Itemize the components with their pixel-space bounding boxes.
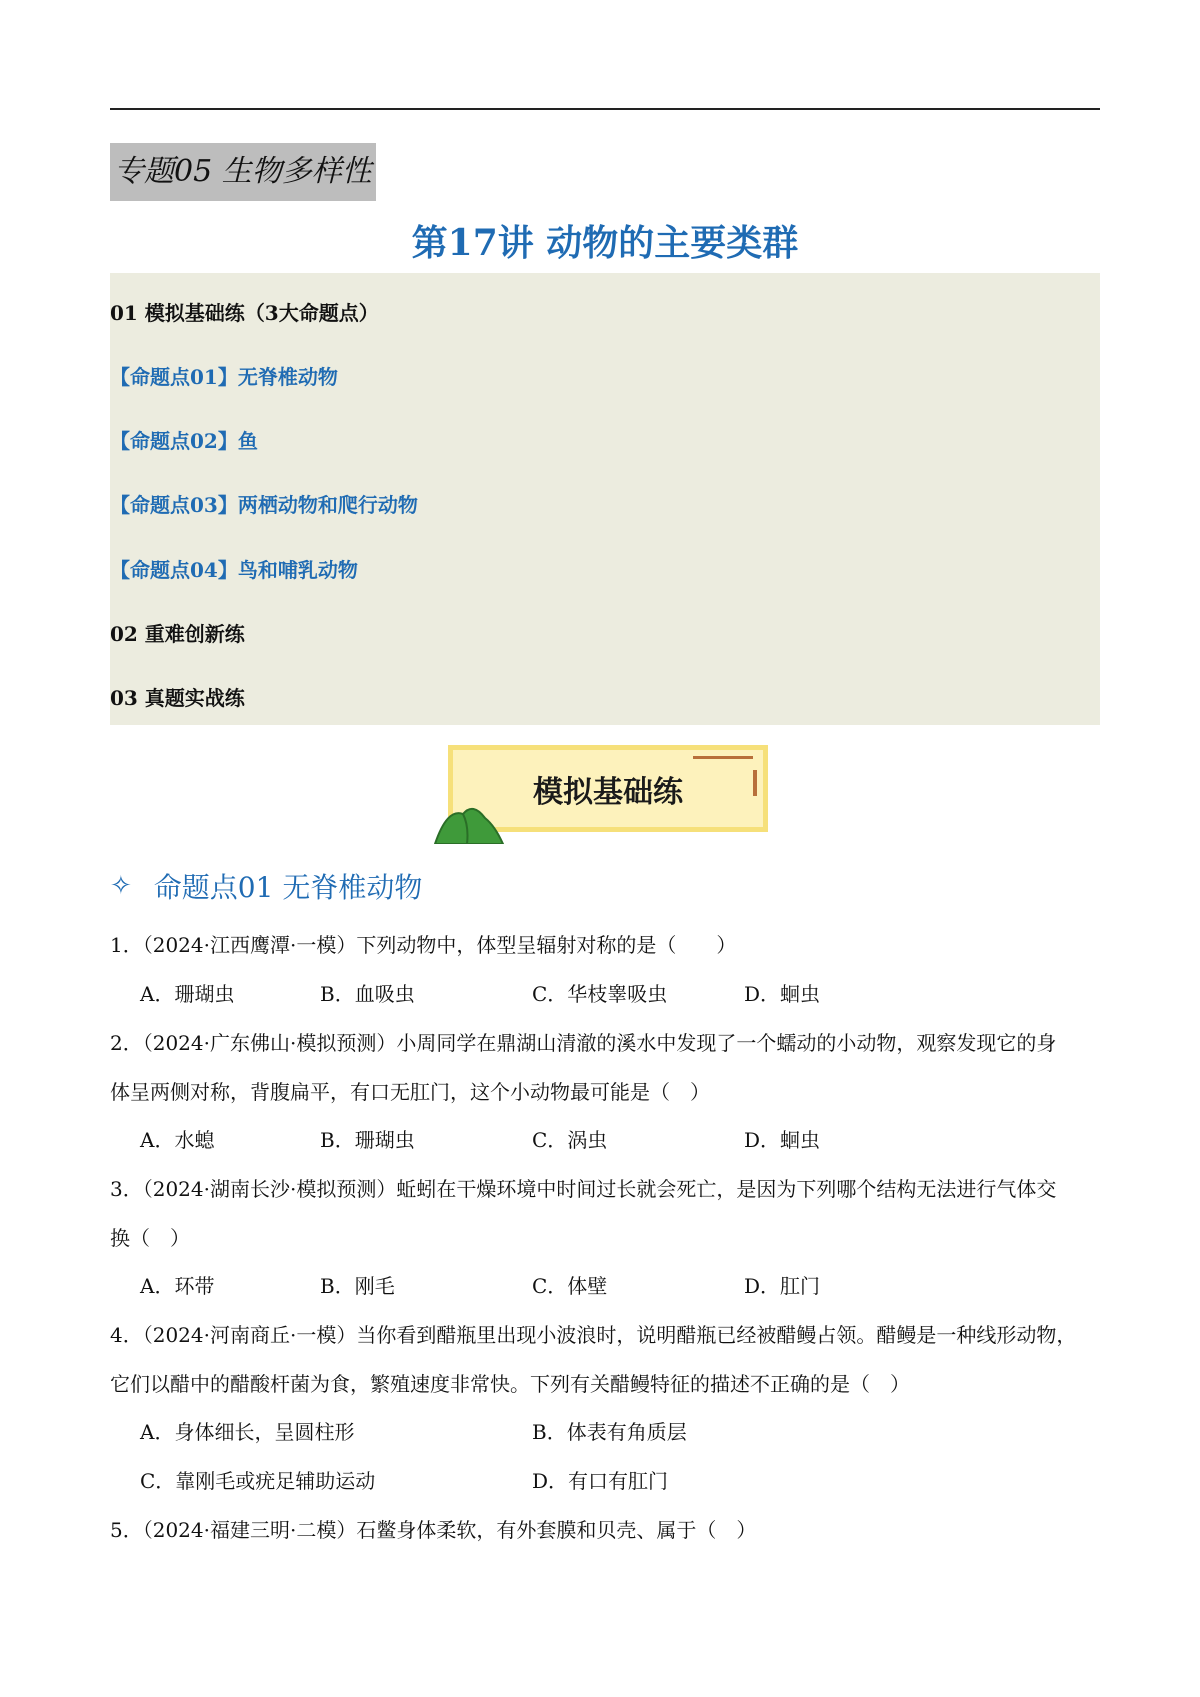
toc-item-basic-practice[interactable]: 01 模拟基础练（3大命题点）	[110, 301, 379, 325]
question-2-option-b[interactable]: B．珊瑚虫	[320, 1128, 415, 1152]
toc-item-point-02[interactable]: 【命题点02】鱼	[110, 429, 258, 453]
toc-item-innovation-practice[interactable]: 02 重难创新练	[110, 622, 245, 646]
question-3-text-line-2: 换（ ）	[110, 1226, 190, 1250]
table-of-contents	[110, 273, 1100, 725]
question-3-option-c[interactable]: C．体壁	[532, 1274, 608, 1298]
toc-item-point-03[interactable]: 【命题点03】两栖动物和爬行动物	[110, 493, 418, 517]
question-4-option-a[interactable]: A．身体细长，呈圆柱形	[140, 1420, 355, 1444]
question-4-option-c[interactable]: C．靠刚毛或疣足辅助运动	[140, 1469, 376, 1493]
question-1-option-a[interactable]: A．珊瑚虫	[140, 982, 235, 1006]
question-3-option-b[interactable]: B．刚毛	[320, 1274, 395, 1298]
question-3-text-line-1: 3．（2024·湖南长沙·模拟预测）蚯蚓在干燥环境中时间过长就会死亡，是因为下列哪个结构无法进行气体交	[110, 1177, 1057, 1201]
question-5-text: 5．（2024·福建三明·二模）石鳖身体柔软，有外套膜和贝壳、属于（ ）	[110, 1518, 757, 1542]
question-1-option-c[interactable]: C．华枝睾吸虫	[532, 982, 668, 1006]
question-3-option-a[interactable]: A．环带	[140, 1274, 215, 1298]
header-rule	[110, 108, 1100, 110]
question-2-text-line-2: 体呈两侧对称，背腹扁平，有口无肛门，这个小动物最可能是（ ）	[110, 1080, 710, 1104]
toc-item-point-04[interactable]: 【命题点04】鸟和哺乳动物	[110, 558, 358, 582]
section-heading	[110, 866, 422, 906]
question-2-option-d[interactable]: D．蛔虫	[744, 1128, 821, 1152]
question-4-text-line-1: 4．（2024·河南商丘·一模）当你看到醋瓶里出现小波浪时，说明醋瓶已经被醋鳗占领。醋鳗是一种线形动物，	[110, 1323, 1077, 1347]
toc-item-point-01[interactable]: 【命题点01】无脊椎动物	[110, 365, 338, 389]
toc-item-real-exam-practice[interactable]: 03 真题实战练	[110, 686, 245, 710]
question-2-option-c[interactable]: C．涡虫	[532, 1128, 608, 1152]
banner-label: 模拟基础练	[533, 774, 683, 810]
question-4-option-d[interactable]: D．有口有肛门	[532, 1469, 669, 1493]
question-3-option-d[interactable]: D．肛门	[744, 1274, 821, 1298]
question-2-option-a[interactable]: A．水螅	[140, 1128, 215, 1152]
question-1-text: 1．（2024·江西鹰潭·一模）下列动物中，体型呈辐射对称的是（ ）	[110, 933, 737, 957]
question-4-option-b[interactable]: B．体表有角质层	[532, 1420, 687, 1444]
section-title: 命题点01 无脊椎动物	[153, 871, 423, 904]
mountain-icon	[433, 800, 505, 844]
question-1-option-d[interactable]: D．蛔虫	[744, 982, 821, 1006]
question-4-text-line-2: 它们以醋中的醋酸杆菌为食，繁殖速度非常快。下列有关醋鳗特征的描述不正确的是（ ）	[110, 1372, 910, 1396]
topic-tag: 专题05 生物多样性	[110, 143, 376, 201]
question-1-option-b[interactable]: B．血吸虫	[320, 982, 415, 1006]
question-2-text-line-1: 2．（2024·广东佛山·模拟预测）小周同学在鼎湖山清澈的溪水中发现了一个蠕动的小动物，观察发现它的身	[110, 1031, 1057, 1055]
lecture-title: 第17讲 动物的主要类群	[411, 222, 799, 264]
diamond-icon: ✧	[110, 871, 132, 901]
